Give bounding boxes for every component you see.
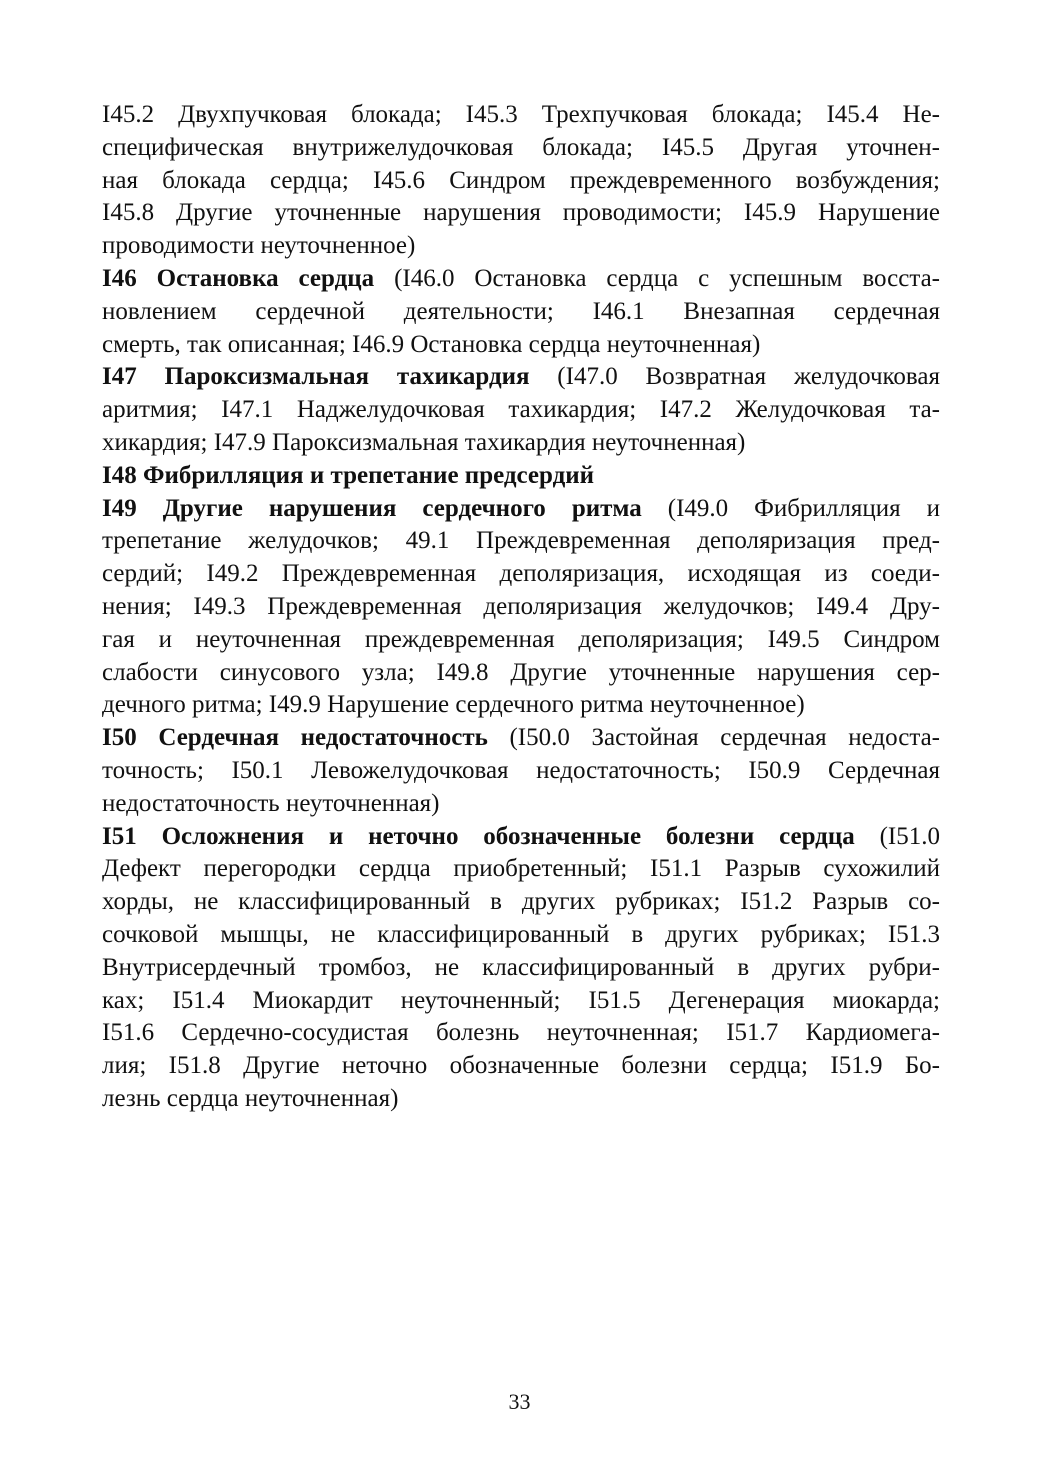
text-line <box>102 263 940 296</box>
line-text: аритмия; I47.1 Наджелудочковая тахикардия; I47.2 Желудочковая та- <box>102 396 940 424</box>
text-line <box>102 886 940 919</box>
text-line <box>102 591 940 624</box>
line-text: (I46.0 Остановка сердца с успешным восста- <box>374 264 940 292</box>
entry-heading: I50 Сердечная недостаточность <box>102 724 488 752</box>
line-text: дечного ритма; I49.9 Нарушение сердечного ритма неуточненное) <box>102 691 805 719</box>
text-line <box>102 99 940 132</box>
text-line <box>102 788 940 821</box>
line-text: гая и неуточненная преждевременная деполяризация; I49.5 Синдром <box>102 625 940 653</box>
text-line <box>102 394 940 427</box>
line-text: (I51.0 <box>854 822 940 850</box>
line-text: Внутрисердечный тромбоз, не классифицированный в других рубри- <box>102 953 940 981</box>
line-text: сердий; I49.2 Преждевременная деполяризация, исходящая из соеди- <box>102 560 940 588</box>
line-text: лезнь сердца неуточненная) <box>102 1084 399 1112</box>
text-line <box>102 919 940 952</box>
line-text: хикардия; I47.9 Пароксизмальная тахикардия неуточненная) <box>102 428 746 456</box>
text-line <box>102 493 940 526</box>
text-line <box>102 525 940 558</box>
text-line <box>102 427 940 460</box>
text-line <box>102 361 940 394</box>
text-line <box>102 689 940 722</box>
line-text: недостаточность неуточненная) <box>102 789 440 817</box>
text-line <box>102 1050 940 1083</box>
line-text: I45.8 Другие уточненные нарушения проводимости; I45.9 Нарушение <box>102 199 940 227</box>
text-line <box>102 952 940 985</box>
text-line <box>102 329 940 362</box>
entry-heading: I48 Фибрилляция и трепетание предсердий <box>102 461 595 489</box>
line-text: (I50.0 Застойная сердечная недоста- <box>487 724 940 752</box>
line-text: лия; I51.8 Другие неточно обозначенные болезни сердца; I51.9 Бо- <box>102 1052 940 1080</box>
text-line <box>102 197 940 230</box>
line-text: проводимости неуточненное) <box>102 232 416 260</box>
text-line <box>102 755 940 788</box>
line-text: точность; I50.1 Левожелудочковая недостаточность; I50.9 Сердечная <box>102 756 940 784</box>
line-text: (I47.0 Возвратная желудочковая <box>529 363 940 391</box>
line-text: трепетание желудочков; 49.1 Преждевременная деполяризация пред- <box>102 527 940 555</box>
text-line <box>102 821 940 854</box>
entry-heading: I46 Остановка сердца <box>102 264 375 292</box>
line-text: Дефект перегородки сердца приобретенный; I51.1 Разрыв сухожилий <box>102 855 940 883</box>
line-text: I51.6 Сердечно-сосудистая болезнь неуточненная; I51.7 Кардиомега- <box>102 1019 940 1047</box>
page-body <box>102 99 940 1116</box>
text-line <box>102 985 940 1018</box>
line-text: ках; I51.4 Миокардит неуточненный; I51.5 Дегенерация миокарда; <box>102 986 940 1014</box>
line-text: ная блокада сердца; I45.6 Синдром преждевременного возбуждения; <box>102 166 940 194</box>
text-line <box>102 624 940 657</box>
line-text: смерть, так описанная; I46.9 Остановка сердца неуточненная) <box>102 330 761 358</box>
line-text: специфическая внутрижелудочковая блокада; I45.5 Другая уточнен- <box>102 133 940 161</box>
line-text: сочковой мышцы, не классифицированный в других рубриках; I51.3 <box>102 920 940 948</box>
text-line <box>102 558 940 591</box>
line-text: хорды, не классифицированный в других рубриках; I51.2 Разрыв со- <box>102 888 940 916</box>
text-line <box>102 296 940 329</box>
text-line <box>102 657 940 690</box>
text-line <box>102 722 940 755</box>
text-line <box>102 1017 940 1050</box>
line-text: (I49.0 Фибрилляция и <box>641 494 940 522</box>
line-text: новлением сердечной деятельности; I46.1 Внезапная сердечная <box>102 297 940 325</box>
line-text: I45.2 Двухпучковая блокада; I45.3 Трехпучковая блокада; I45.4 Не- <box>102 101 940 128</box>
page-number: 33 <box>508 1389 531 1414</box>
text-line <box>102 460 940 493</box>
entry-heading: I49 Другие нарушения сердечного ритма <box>102 494 642 522</box>
text-line <box>102 853 940 886</box>
text-line <box>102 165 940 198</box>
text-line <box>102 132 940 165</box>
entry-heading: I47 Пароксизмальная тахикардия <box>102 363 530 391</box>
line-text: слабости синусового узла; I49.8 Другие уточненные нарушения сер- <box>102 658 940 686</box>
text-line <box>102 1083 940 1116</box>
line-text: нения; I49.3 Преждевременная деполяризация желудочков; I49.4 Дру- <box>102 592 940 620</box>
entry-heading: I51 Осложнения и неточно обозначенные болезни сердца <box>102 822 855 850</box>
text-line <box>102 230 940 263</box>
